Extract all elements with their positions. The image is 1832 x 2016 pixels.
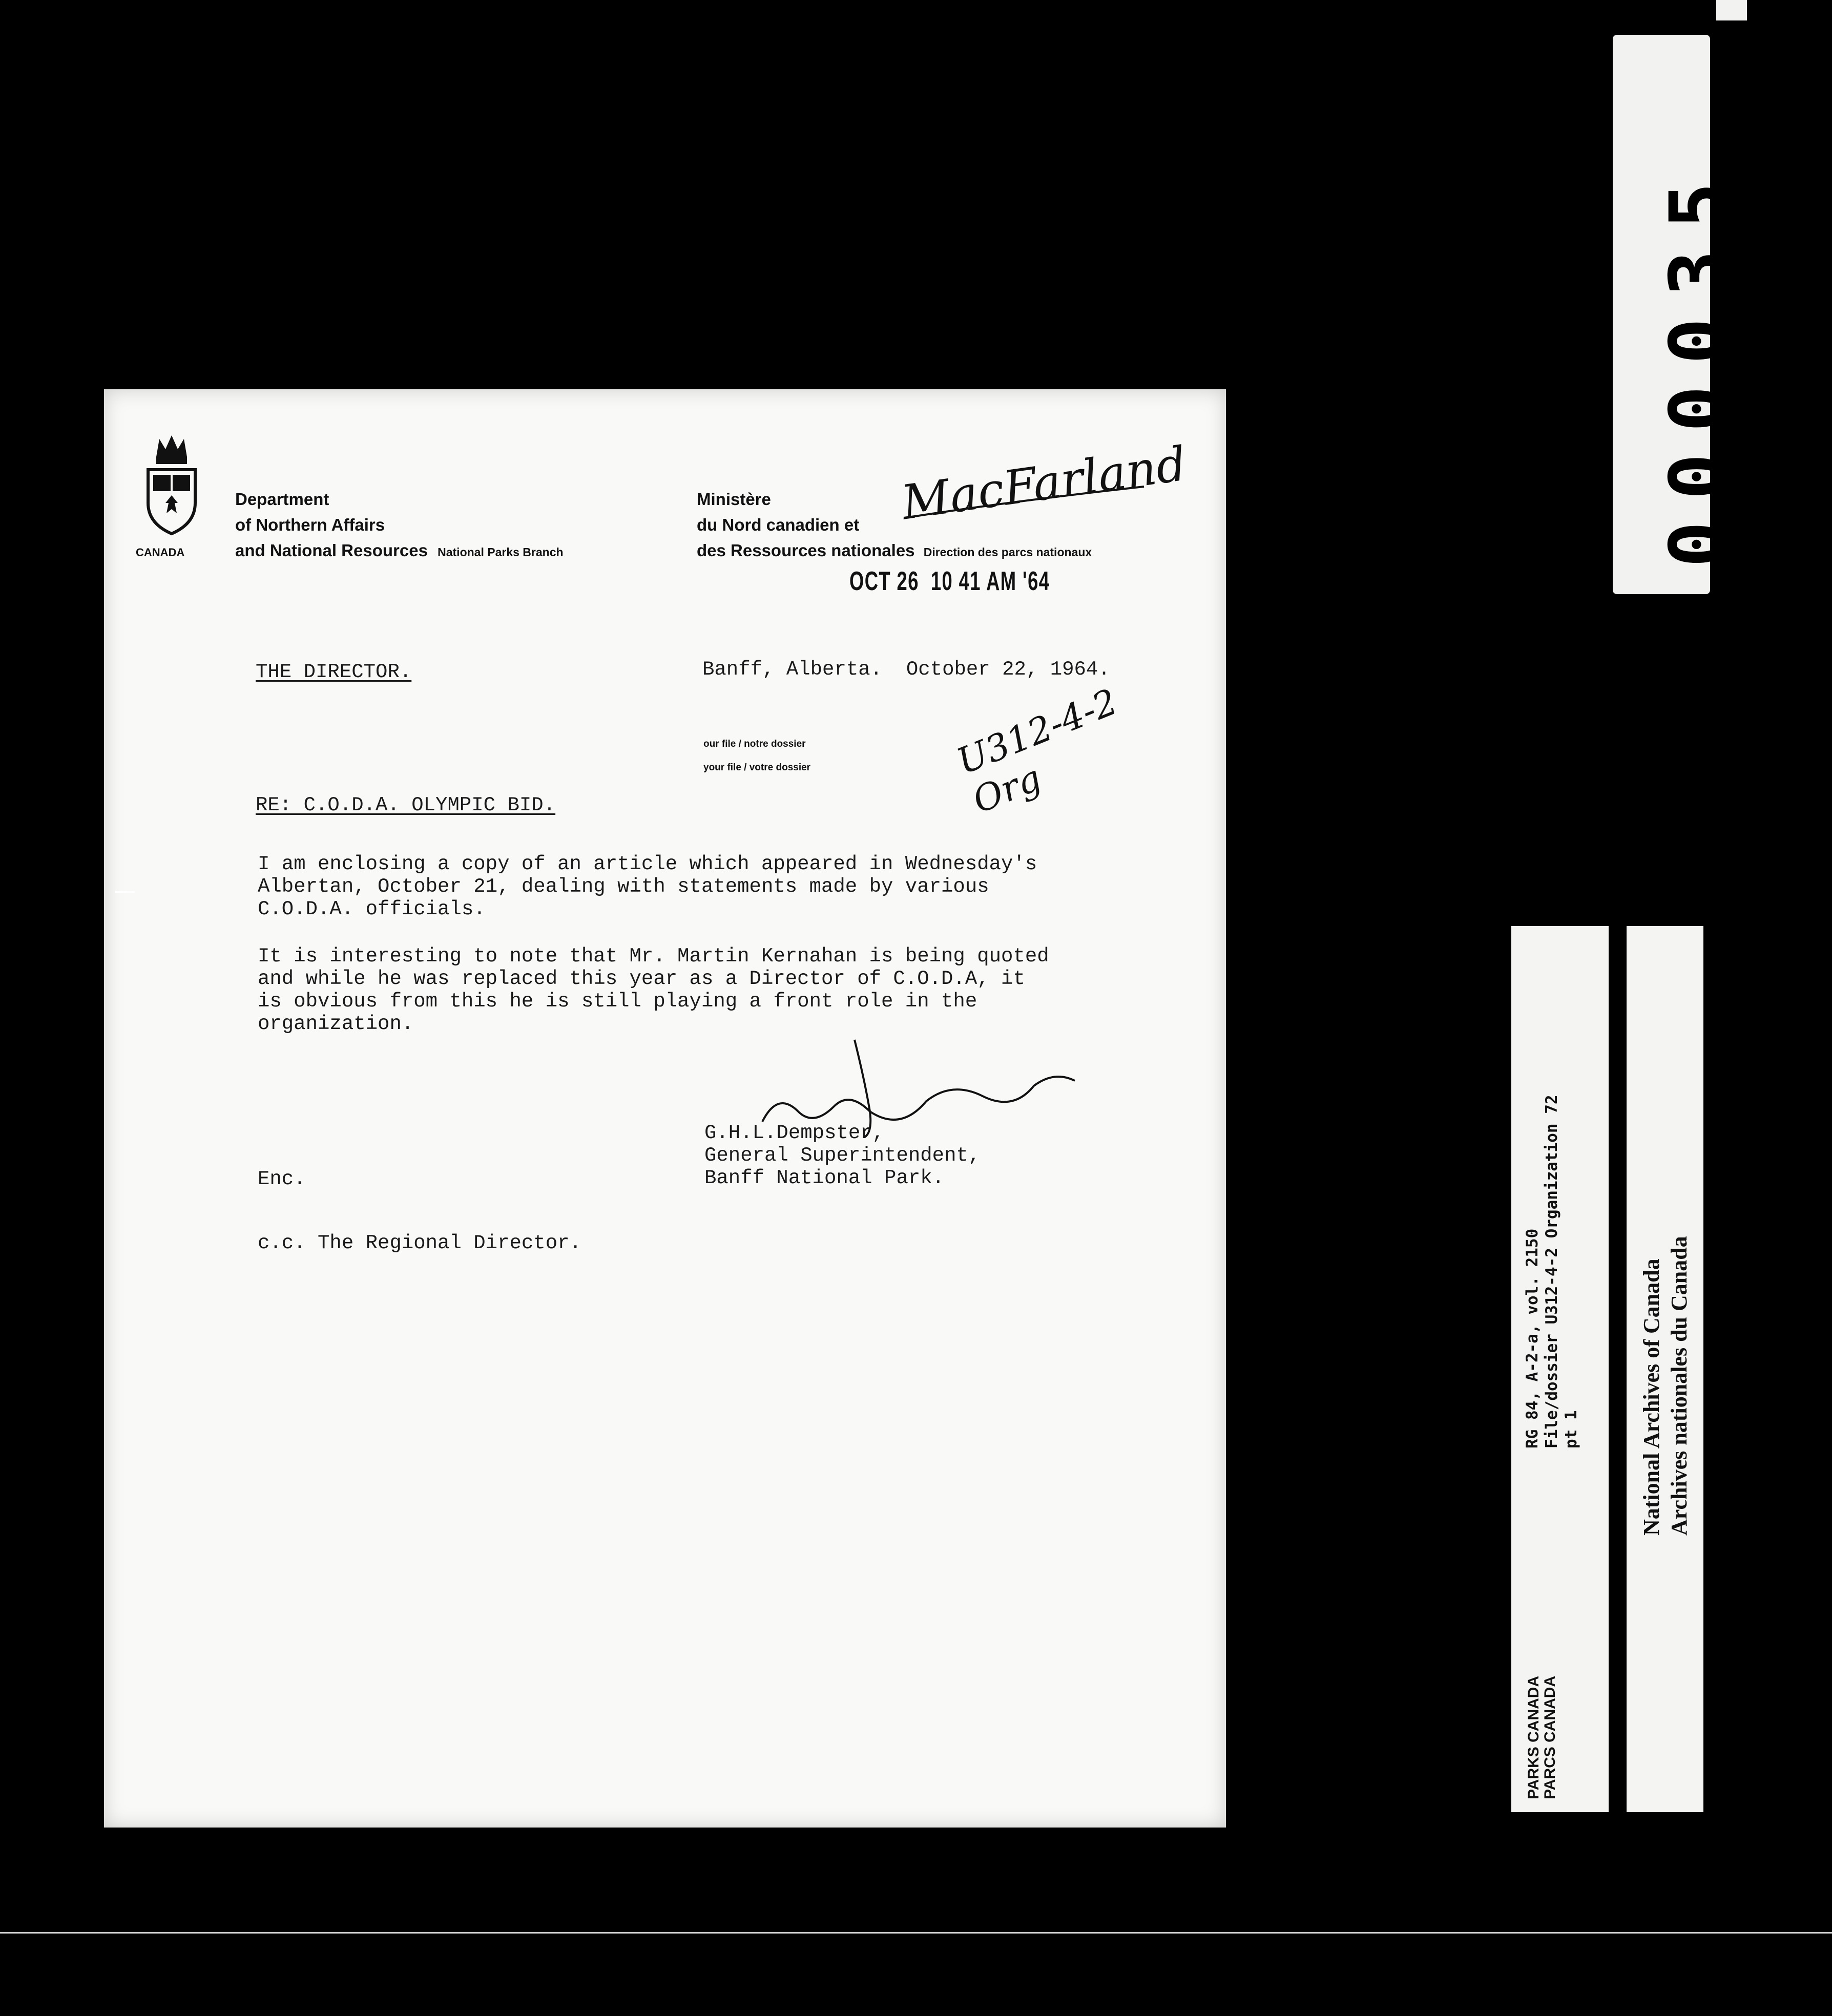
paragraph-2 [258,945,1049,1035]
ministere-line-3-text: des Ressources nationales [697,541,915,560]
parks-line: PARCS CANADA [1542,1675,1558,1799]
paragraph-2-line: organization. [258,1013,414,1035]
parks-canada-label [1526,1676,1558,1799]
ministere-line-1: Ministère [697,490,771,509]
dept-line-2: of Northern Affairs [235,515,385,534]
canada-coat-of-arms-icon [141,426,202,544]
frame-counter: 000035 [1654,161,1743,568]
direction-name: Direction des parcs nationaux [923,545,1092,559]
film-edge-line [0,1932,1832,1934]
enclosure-note: Enc. [258,1168,306,1190]
subject-line: RE: C.O.D.A. OLYMPIC BID. [256,794,556,816]
branch-name: National Parks Branch [438,545,564,559]
addressee: THE DIRECTOR. [256,661,412,683]
dept-line-1: Department [235,490,329,509]
paragraph-2-line: is obvious from this he is still playing a front role in the [258,990,977,1013]
reference-line: pt 1 [1562,1410,1580,1448]
paragraph-2-line: It is interesting to note that Mr. Martin Kernahan is being quoted [258,945,1049,968]
dept-line-3-text: and National Resources [235,541,428,560]
institution-line-en: National Archives of Canada [1639,1258,1664,1536]
reference-line: File/dossier U312-4-2 Organization 72 [1543,1095,1561,1448]
ministere-line-2: du Nord canadien et [697,515,860,534]
place-date: Banff, Alberta. October 22, 1964. [702,658,1110,681]
paragraph-1-line: I am enclosing a copy of an article which appeared in Wednesday's [258,853,1037,875]
paragraph-1 [258,853,1037,920]
archive-institution-strip [1627,926,1703,1812]
institution-name [1638,1236,1693,1536]
frame-counter-strip [1613,35,1743,594]
institution-line-fr: Archives nationales du Canada [1667,1236,1692,1536]
reference-line: RG 84, A-2-a, vol. 2150 [1523,1228,1542,1448]
signature-line-park: Banff National Park. [704,1167,945,1189]
our-file-label: our file / notre dossier [703,739,806,749]
archive-reference-strip [1511,926,1609,1812]
handwritten-file-number: U312-4-2 Org [951,680,1123,822]
counter-strip-top [1716,0,1747,20]
canada-label: CANADA [136,546,185,559]
received-stamp: OCT 26 10 41 AM '64 [849,566,1050,596]
cc-note: c.c. The Regional Director. [258,1232,581,1254]
archive-reference [1523,1095,1581,1448]
paragraph-2-line: and while he was replaced this year as a Director of C.O.D.A, it [258,968,1025,990]
handwritten-underline-icon [903,481,1149,522]
parks-line: PARKS CANADA [1525,1675,1542,1799]
dept-line-3 [235,538,564,565]
your-file-label: your file / votre dossier [703,762,811,773]
signature-line-name: G.H.L.Dempster, [704,1122,885,1144]
letter-page [104,389,1226,1828]
signature-block [704,1122,980,1189]
margin-mark [115,891,135,893]
ministere-line-3 [697,538,1092,565]
paragraph-1-line: Albertan, October 21, dealing with statements made by various [258,875,989,898]
paragraph-1-line: C.O.D.A. officials. [258,898,486,920]
handwritten-name: MacFarland [898,436,1190,531]
signature-line-title: General Superintendent, [704,1144,981,1167]
